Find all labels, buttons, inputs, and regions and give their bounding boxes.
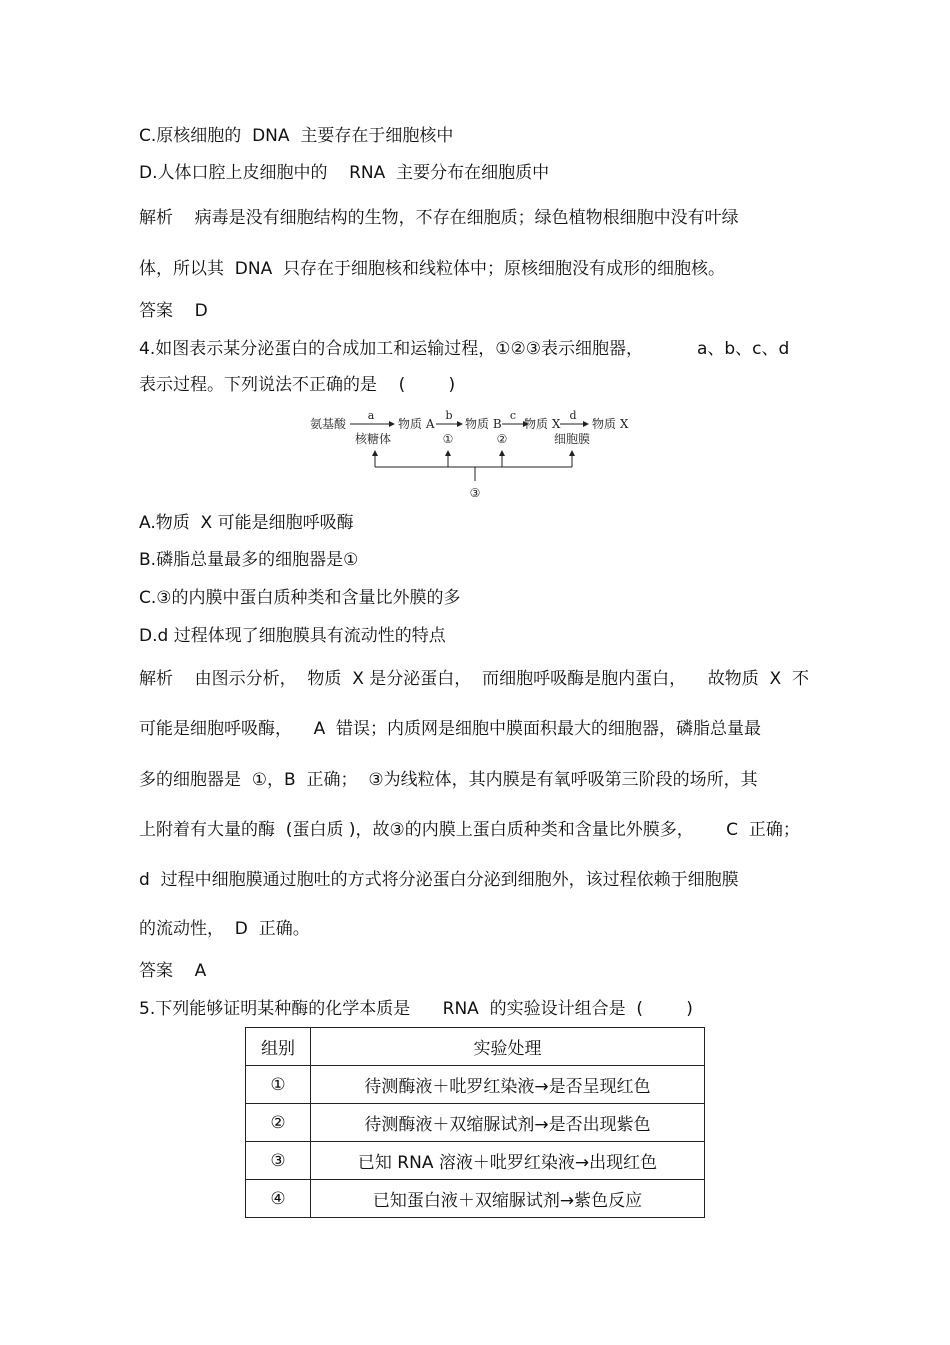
q4-analysis-line-4: 上附着有大量的酶 (蛋白质 )，故③的内膜上蛋白质种类和含量比外膜多， C 正确； (139, 820, 800, 840)
label-c: c (509, 409, 517, 422)
q4-option-a: A.物质 X 可能是细胞呼吸酶 (139, 513, 354, 533)
table-row (246, 1104, 705, 1142)
q4-analysis-line-3: 多的细胞器是 ①，B 正确； ③为线粒体，其内膜是有氧呼吸第三阶段的场所，其 (139, 770, 758, 790)
column-header-group: 组别 (246, 1028, 311, 1066)
column-header-treatment: 实验处理 (311, 1028, 705, 1066)
q4-option-c: C.③的内膜中蛋白质种类和含量比外膜的多 (139, 588, 461, 608)
label-organelle-1: ① (442, 432, 454, 446)
q4-option-b: B.磷脂总量最多的细胞器是① (139, 550, 359, 570)
table-header-row (246, 1028, 705, 1066)
q4-analysis-line-1: 解析 由图示分析， 物质 X 是分泌蛋白， 而细胞呼吸酶是胞内蛋白， 故物质 X 不 (139, 669, 809, 689)
treatment-cell: 已知 RNA 溶液＋吡罗红染液→出现红色 (311, 1142, 705, 1180)
q4-option-d: D.d 过程体现了细胞膜具有流动性的特点 (139, 626, 446, 646)
experiment-table (245, 1027, 705, 1218)
organelle-3-connectors (375, 451, 572, 481)
label-b: b (445, 409, 453, 422)
table-row (246, 1066, 705, 1104)
treatment-cell: 已知蛋白液＋双缩脲试剂→紫色反应 (311, 1180, 705, 1218)
q4-stem-line-1: 4.如图表示某分泌蛋白的合成加工和运输过程，①②③表示细胞器， a、b、c、d (139, 339, 790, 359)
group-cell: ② (246, 1104, 311, 1142)
q4-analysis-line-5: d 过程中细胞膜通过胞吐的方式将分泌蛋白分泌到细胞外，该过程依赖于细胞膜 (139, 870, 739, 890)
group-cell: ④ (246, 1180, 311, 1218)
secretory-protein-pathway-diagram (310, 405, 640, 505)
q4-stem-line-2: 表示过程。下列说法不正确的是 ( ) (139, 375, 456, 395)
treatment-cell: 待测酶液＋双缩脲试剂→是否出现紫色 (311, 1104, 705, 1142)
q3-answer: 答案 D (139, 301, 208, 321)
group-cell: ③ (246, 1142, 311, 1180)
q3-option-c: C.原核细胞的 DNA 主要存在于细胞核中 (139, 126, 454, 146)
label-d: d (569, 409, 577, 422)
q4-analysis-line-6: 的流动性， D 正确。 (139, 919, 310, 939)
q4-analysis-line-2: 可能是细胞呼吸酶， A 错误；内质网是细胞中膜面积最大的细胞器，磷脂总量最 (139, 719, 762, 739)
table-row (246, 1180, 705, 1218)
q5-stem: 5.下列能够证明某种酶的化学本质是 RNA 的实验设计组合是 ( ) (139, 999, 693, 1019)
label-cell-membrane: 细胞膜 (553, 432, 591, 446)
table-row (246, 1142, 705, 1180)
node-substance-a: 物质 A (398, 417, 435, 431)
label-a: a (367, 409, 375, 422)
node-substance-b: 物质 B (465, 417, 502, 431)
q3-option-d: D.人体口腔上皮细胞中的 RNA 主要分布在细胞质中 (139, 163, 550, 183)
label-ribosome: 核糖体 (354, 432, 392, 446)
q3-analysis-line-2: 体，所以其 DNA 只存在于细胞核和线粒体中；原核细胞没有成形的细胞核。 (139, 259, 726, 279)
q3-analysis-line-1: 解析 病毒是没有细胞结构的生物，不存在细胞质；绿色植物根细胞中没有叶绿 (139, 208, 739, 228)
node-substance-x-2: 物质 X (592, 417, 629, 431)
treatment-cell: 待测酶液＋吡罗红染液→是否呈现红色 (311, 1066, 705, 1104)
label-organelle-2: ② (496, 432, 508, 446)
q4-answer: 答案 A (139, 961, 207, 981)
node-amino-acid: 氨基酸 (310, 417, 347, 431)
label-organelle-3: ③ (469, 486, 481, 500)
node-substance-x-1: 物质 X (524, 417, 561, 431)
group-cell: ① (246, 1066, 311, 1104)
